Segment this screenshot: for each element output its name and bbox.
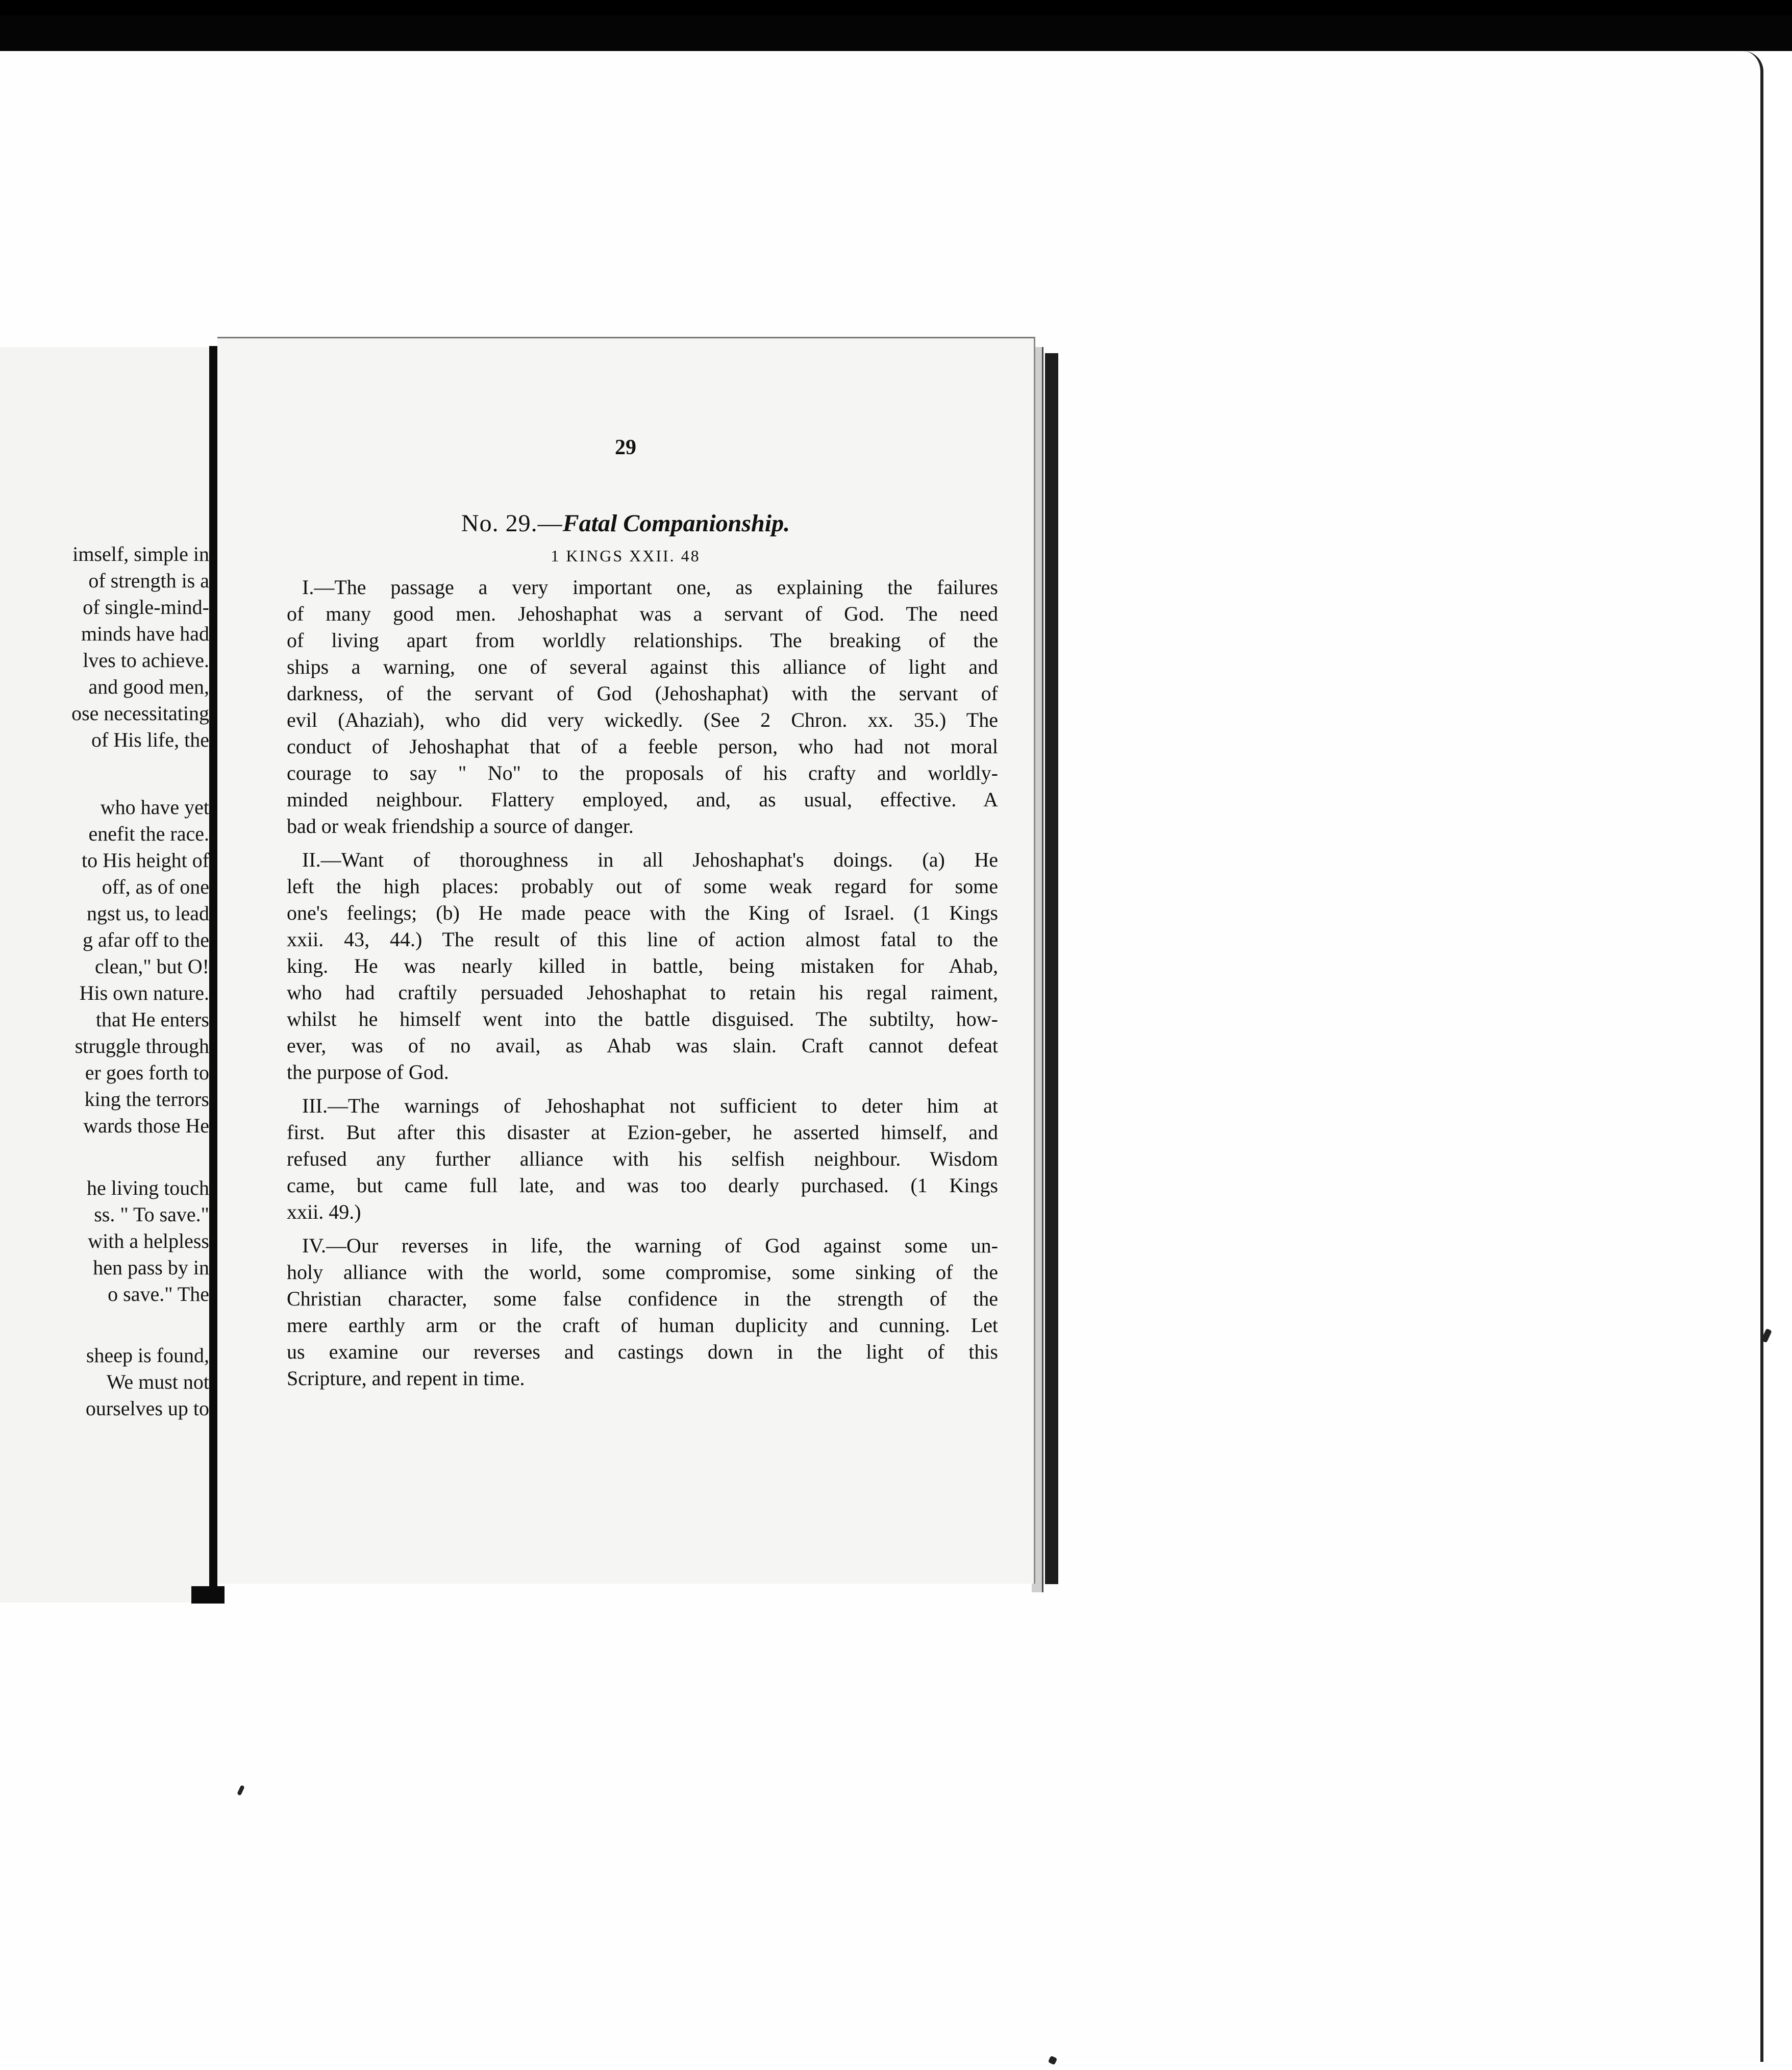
left-page-line: hen pass by in: [93, 1256, 209, 1279]
left-page-line: of strength is a: [88, 569, 209, 592]
left-page-line: of single-mind-: [83, 596, 209, 619]
left-page-line: ss. " To save.": [94, 1203, 209, 1226]
left-page-line: lves to achieve.: [83, 649, 209, 672]
paragraph-2-line: the purpose of God.: [287, 1061, 449, 1083]
paragraph-4-line: holy alliance with the world, some compromise, some sinking of the: [287, 1261, 998, 1284]
paragraph-1-line: conduct of Jehoshaphat that of a feeble person, who had not moral: [287, 735, 998, 758]
left-page-line: er goes forth to: [85, 1061, 209, 1084]
left-page-line: ose necessitating: [71, 702, 209, 725]
paragraph-2-line: whilst he himself went into the battle disguised. The subtilty, how-: [287, 1007, 998, 1030]
left-page-line: o save." The: [108, 1283, 209, 1305]
left-page-line: We must not: [106, 1370, 209, 1393]
left-page-line: His own nature.: [79, 981, 209, 1004]
left-page-line: king the terrors: [84, 1088, 209, 1111]
scan-dark-band: [0, 15, 1792, 51]
left-page: [0, 347, 209, 1603]
left-page-line: clean," but O!: [94, 955, 209, 978]
paragraph-4-line: IV.—Our reverses in life, the warning of God against some un-: [302, 1234, 998, 1257]
left-page-line: off, as of one: [102, 875, 209, 898]
left-page-line: to His height of: [82, 849, 209, 872]
paragraph-4-line: mere earthly arm or the craft of human duplicity and cunning. Let: [287, 1314, 998, 1337]
paragraph-4-line: us examine our reverses and castings down in the light of this: [287, 1340, 998, 1363]
page-number: 29: [615, 436, 636, 459]
paragraph-1-line: bad or weak friendship a source of danger.: [287, 815, 634, 837]
paragraph-2-line: who had craftily persuaded Jehoshaphat to retain his regal raiment,: [287, 981, 998, 1004]
left-page-line: of His life, the: [91, 728, 209, 751]
book-gutter-base: [191, 1586, 225, 1604]
right-page: [217, 337, 1035, 1584]
left-page-line: minds have had: [81, 622, 209, 645]
left-page-line: struggle through: [74, 1034, 209, 1057]
paragraph-3-line: xxii. 49.): [287, 1200, 361, 1223]
left-page-line: he living touch: [87, 1176, 209, 1199]
book-cover-edge: [1045, 353, 1058, 1584]
left-page-line: that He enters: [95, 1008, 209, 1031]
paragraph-1-line: I.—The passage a very important one, as explaining the failures: [302, 576, 998, 599]
left-page-line: and good men,: [88, 675, 209, 698]
paragraph-2-line: king. He was nearly killed in battle, being mistaken for Ahab,: [287, 954, 998, 977]
left-page-line: sheep is found,: [86, 1344, 209, 1367]
article-title: [217, 509, 1034, 537]
paragraph-1-line: evil (Ahaziah), who did very wickedly. (See 2 Chron. xx. 35.) The: [287, 708, 998, 731]
paragraph-4-line: Scripture, and repent in time.: [287, 1367, 525, 1390]
paragraph-1-line: minded neighbour. Flattery employed, and, as usual, effective. A: [287, 788, 998, 811]
left-page-line: ourselves up to: [85, 1397, 209, 1420]
paragraph-1-line: ships a warning, one of several against this alliance of light and: [287, 655, 998, 678]
paragraph-1-line: of many good men. Jehoshaphat was a servant of God. The need: [287, 602, 998, 625]
left-page-line: who have yet: [100, 796, 209, 819]
paragraph-2-line: II.—Want of thoroughness in all Jehoshaphat's doings. (a) He: [302, 848, 998, 871]
left-page-line: g afar off to the: [82, 928, 209, 951]
paragraph-3-line: first. But after this disaster at Ezion-geber, he asserted himself, and: [287, 1121, 998, 1144]
left-page-line: enefit the race.: [88, 822, 209, 845]
paragraph-2-line: one's feelings; (b) He made peace with the King of Israel. (1 Kings: [287, 901, 998, 924]
left-page-line: with a helpless: [88, 1229, 209, 1252]
left-page-line: imself, simple in: [72, 543, 209, 565]
paragraph-3-line: came, but came full late, and was too dearly purchased. (1 Kings: [287, 1174, 998, 1197]
paragraph-1-line: darkness, of the servant of God (Jehoshaphat) with the servant of: [287, 682, 998, 705]
left-page-line: wards those He: [83, 1114, 209, 1137]
paragraph-1-line: courage to say " No" to the proposals of his crafty and worldly-: [287, 761, 998, 784]
scan-top-border: [0, 0, 1792, 15]
article-title-text: Fatal Companionship.: [562, 510, 790, 537]
paragraph-2-line: left the high places: probably out of some weak regard for some: [287, 875, 998, 898]
paragraph-2-line: ever, was of no avail, as Ahab was slain. Craft cannot defeat: [287, 1034, 998, 1057]
scripture-reference: 1 KINGS XXII. 48: [551, 547, 701, 565]
left-page-line: ngst us, to lead: [87, 902, 209, 925]
paragraph-3-line: refused any further alliance with his selfish neighbour. Wisdom: [287, 1147, 998, 1170]
paragraph-4-line: Christian character, some false confidence in the strength of the: [287, 1287, 998, 1310]
paragraph-2-line: xxii. 43, 44.) The result of this line of action almost fatal to the: [287, 928, 998, 951]
paragraph-3-line: III.—The warnings of Jehoshaphat not sufficient to deter him at: [302, 1094, 998, 1117]
paragraph-1-line: of living apart from worldly relationships. The breaking of the: [287, 629, 998, 652]
book-gutter: [209, 346, 217, 1603]
article-number: No. 29.—: [461, 510, 563, 537]
